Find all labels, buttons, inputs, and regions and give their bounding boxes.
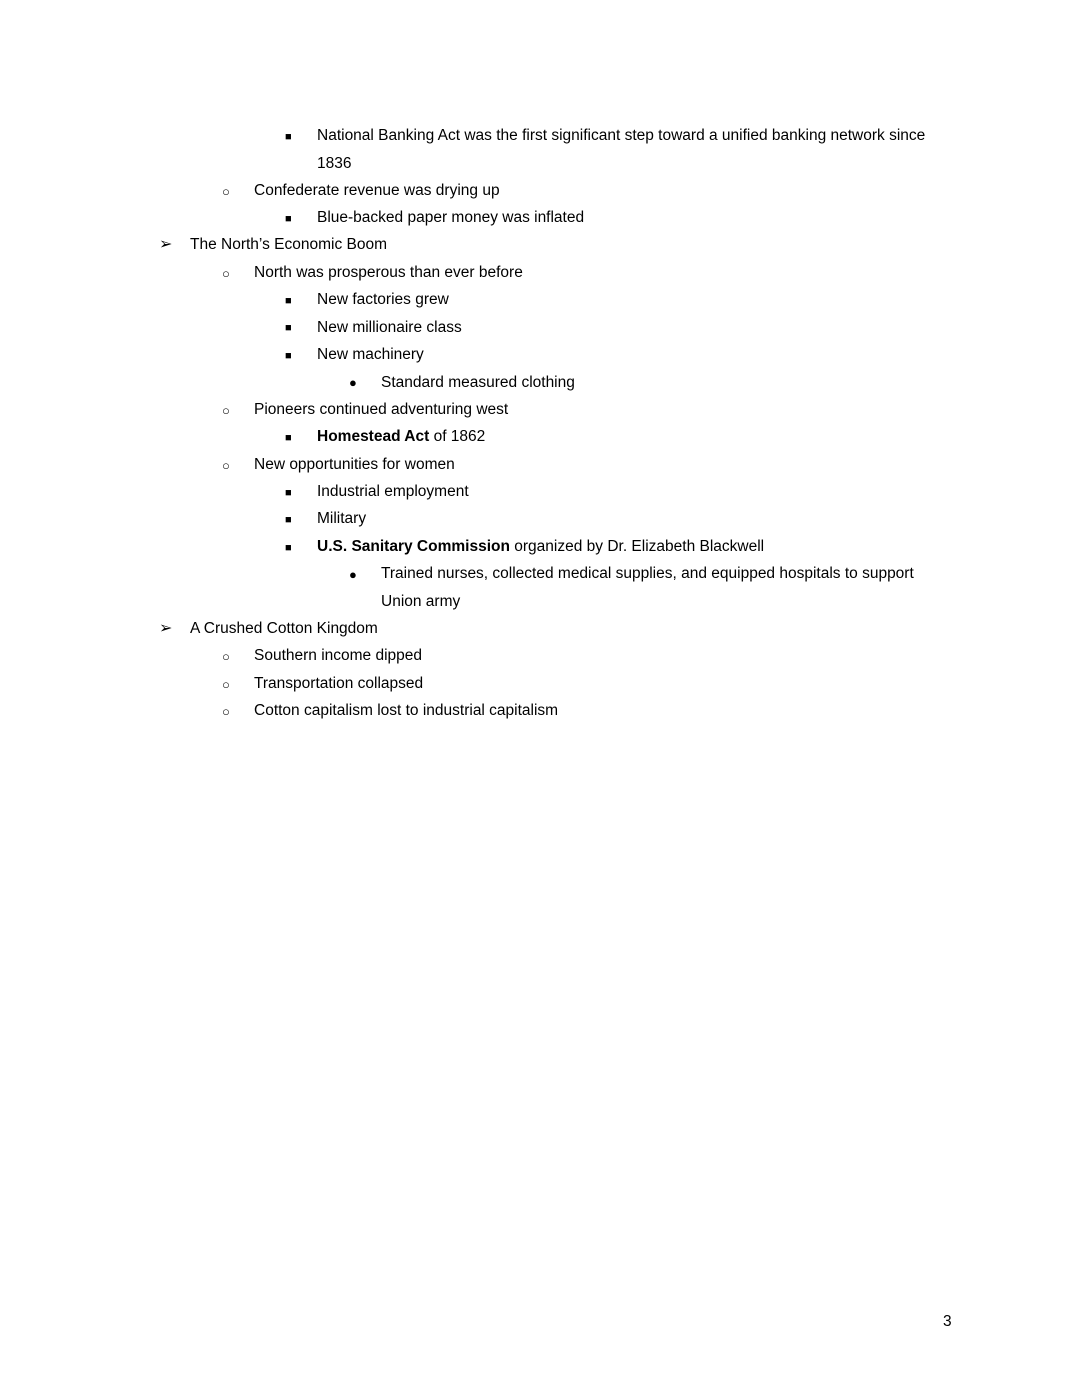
square-bullet-icon: ■ [285,487,292,499]
disc-bullet-icon: ● [349,375,357,390]
outline-item-text: New millionaire class [317,319,462,336]
outline-item-text [317,537,764,557]
square-bullet-icon: ■ [285,514,292,526]
square-bullet-icon: ■ [285,131,292,143]
outline-item-text: Trained nurses, collected medical supplies, and equipped hospitals to support [381,565,914,582]
square-bullet-icon: ■ [285,432,292,444]
item-rest: of 1862 [429,428,486,445]
square-bullet-icon: ■ [285,295,292,307]
square-bullet-icon: ■ [285,542,292,554]
outline-heading-text: The North’s Economic Boom [190,236,387,253]
circle-bullet-icon: ○ [222,677,230,692]
outline-item-text: Blue-backed paper money was inflated [317,209,585,226]
circle-bullet-icon: ○ [222,184,230,199]
square-bullet-icon: ■ [285,322,292,334]
arrow-bullet-icon: ➢ [159,236,173,253]
outline-item-text: Confederate revenue was drying up [254,182,500,199]
circle-bullet-icon: ○ [222,403,230,418]
arrow-bullet-icon: ➢ [159,620,173,637]
outline-item-text: Cotton capitalism lost to industrial capitalism [254,702,559,719]
outline-item-text: Transportation collapsed [254,675,424,692]
circle-bullet-icon: ○ [222,704,230,719]
square-bullet-icon: ■ [285,350,292,362]
outline-item-text: Southern income dipped [254,647,423,664]
square-bullet-icon: ■ [285,213,292,225]
item-rest: organized by Dr. Elizabeth Blackwell [509,538,765,555]
bold-term: U.S. Sanitary Commission [317,538,510,555]
outline-item-text: New opportunities for women [254,456,455,473]
circle-bullet-icon: ○ [222,266,230,281]
outline-item-text [317,427,485,447]
outline-item-text: New factories grew [317,291,449,308]
page-number: 3 [943,1313,952,1330]
disc-bullet-icon: ● [349,567,357,582]
outline-item-text: New machinery [317,346,424,363]
outline-item-text: Industrial employment [317,483,469,500]
outline-heading-text: A Crushed Cotton Kingdom [190,620,378,637]
outline-item-text: Pioneers continued adventuring west [254,401,509,418]
outline-item-text: 1836 [317,155,352,172]
outline-item-text: Military [317,510,367,527]
outline-item-text: Union army [381,593,461,610]
circle-bullet-icon: ○ [222,458,230,473]
outline-item-text: National Banking Act was the first significant step toward a unified banking network since [317,127,926,144]
outline-item-text: North was prosperous than ever before [254,264,523,281]
bold-term: Homestead Act [317,428,430,445]
circle-bullet-icon: ○ [222,649,230,664]
outline-item-text: Standard measured clothing [381,374,575,391]
